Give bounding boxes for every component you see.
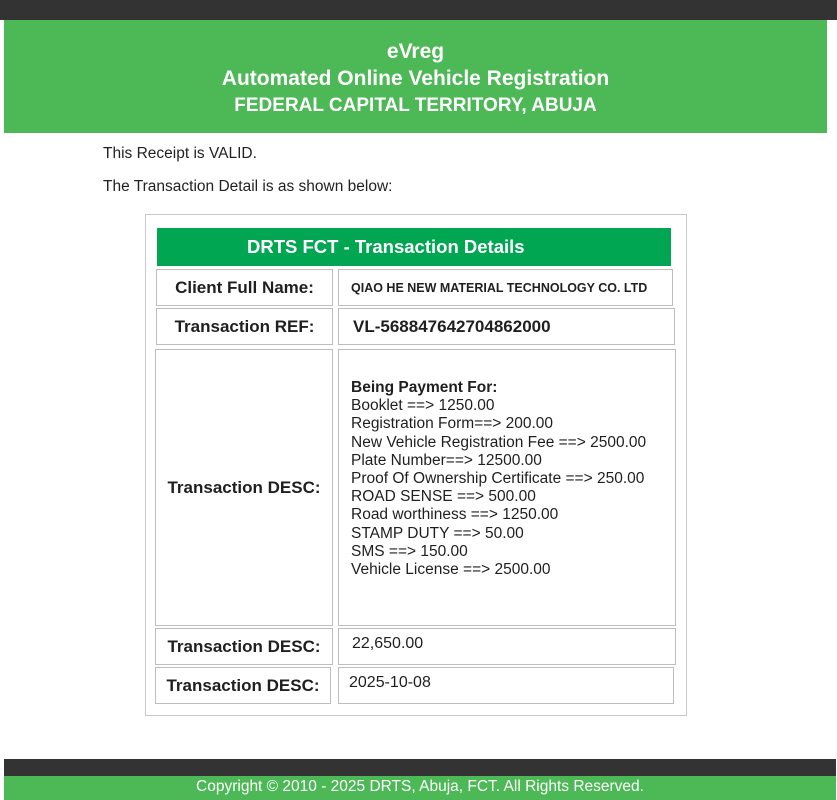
transaction-desc-label: Transaction DESC: (155, 349, 333, 626)
territory-title: FEDERAL CAPITAL TERRITORY, ABUJA (234, 95, 597, 116)
payment-heading: Being Payment For: (351, 379, 498, 396)
detail-note: The Transaction Detail is as shown below: (103, 178, 393, 195)
transaction-panel (145, 214, 687, 716)
page-header (4, 20, 827, 133)
top-bar (0, 0, 837, 20)
app-subtitle: Automated Online Vehicle Registration (221, 67, 610, 90)
payment-item: Proof Of Ownership Certificate ==> 250.00 (351, 470, 645, 488)
payment-item: Road worthiness ==> 1250.00 (351, 506, 559, 524)
amount-value: 22,650.00 (338, 628, 676, 665)
amount-label: Transaction DESC: (155, 628, 333, 665)
app-name: eVreg (386, 40, 445, 63)
date-value: 2025-10-08 (338, 667, 674, 704)
footer-dark-bar (4, 759, 836, 776)
payment-item: Vehicle License ==> 2500.00 (351, 561, 551, 579)
payment-item: STAMP DUTY ==> 50.00 (351, 524, 524, 542)
payment-item: Plate Number==> 12500.00 (351, 451, 542, 469)
transaction-desc-value (338, 349, 676, 626)
payment-item: Booklet ==> 1250.00 (351, 397, 495, 415)
payment-item: SMS ==> 150.00 (351, 542, 468, 560)
date-label: Transaction DESC: (155, 667, 331, 704)
client-name-label: Client Full Name: (156, 269, 333, 306)
transaction-ref-label: Transaction REF: (156, 308, 333, 345)
payment-item: New Vehicle Registration Fee ==> 2500.00 (351, 433, 647, 451)
payment-item: ROAD SENSE ==> 500.00 (351, 488, 536, 506)
payment-item: Registration Form==> 200.00 (351, 415, 554, 433)
footer-copyright: Copyright © 2010 - 2025 DRTS, Abuja, FCT. All Rights Reserved. (4, 776, 836, 800)
panel-title: DRTS FCT - Transaction Details (157, 228, 671, 266)
validity-text: This Receipt is VALID. (103, 145, 257, 162)
client-name-value: QIAO HE NEW MATERIAL TECHNOLOGY CO. LTD (338, 269, 673, 306)
transaction-ref-value: VL-568847642704862000 (338, 308, 675, 345)
